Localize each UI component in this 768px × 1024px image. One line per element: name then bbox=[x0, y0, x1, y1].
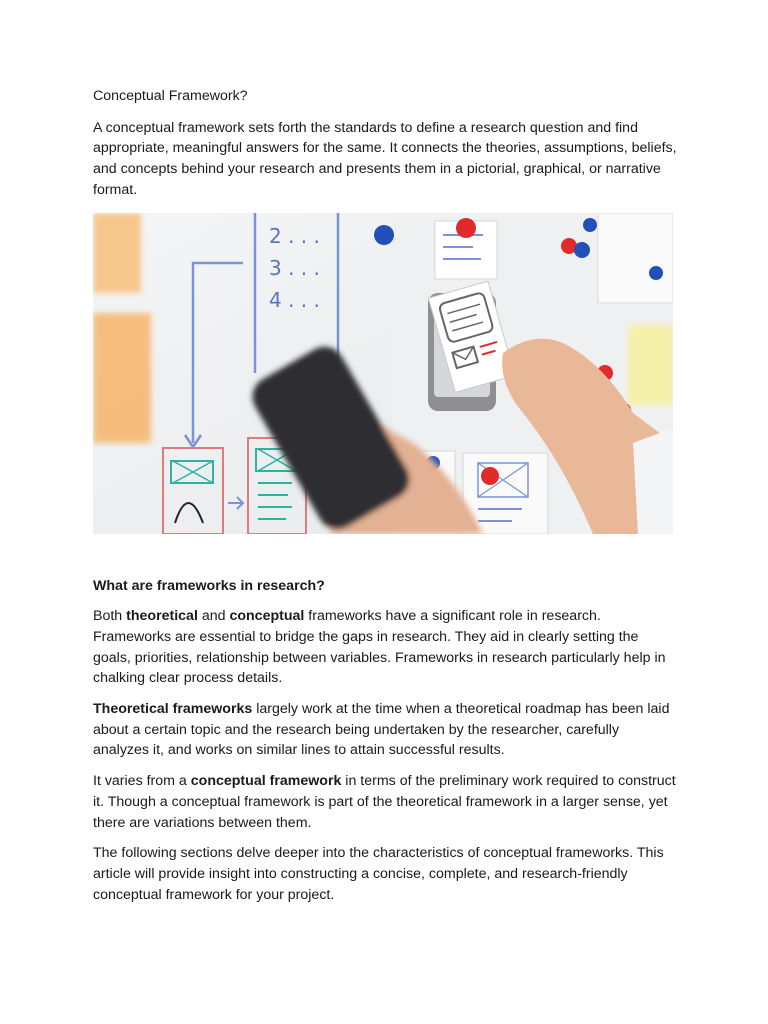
p3-text-2: in terms of the preliminary work required to construct it. Though a conceptual framework is part of the theoretical framework in a larger sense, yet there are variations between them. bbox=[93, 773, 676, 831]
whiteboard-photo bbox=[93, 213, 673, 534]
paragraph-variations bbox=[93, 771, 677, 833]
intro-paragraph: A conceptual framework sets forth the standards to define a research question and find appropriate, meaningful answers for the same. It connects the theories, assumptions, beliefs, and concepts behind your research and presents them in a pictorial, graphical, or narrative format. bbox=[93, 119, 677, 198]
p3-text-1: It varies from a bbox=[93, 773, 191, 790]
p1-bold-theoretical: theoretical bbox=[126, 608, 198, 625]
paragraph-theoretical-frameworks bbox=[93, 699, 677, 761]
board-number-3: 4 . . . bbox=[269, 287, 320, 312]
document-title: Conceptual Framework? bbox=[93, 88, 248, 104]
p2-bold-theoretical-frameworks: Theoretical frameworks bbox=[93, 701, 253, 718]
paragraph-following-sections: The following sections delve deeper into the characteristics of conceptual frameworks. This article will provide insight into constructing a concise, complete, and research-friendly conceptual framework for your project. bbox=[93, 845, 664, 903]
p2-text-1: largely work at the time when a theoretical roadmap has been laid about a certain topic and the research being undertaken by the researcher, carefully analyzes it, and works on similar lines to attain successful results. bbox=[93, 701, 670, 759]
section-heading: What are frameworks in research? bbox=[93, 577, 325, 594]
p1-text-2: and bbox=[197, 608, 230, 625]
document-page bbox=[93, 86, 677, 915]
board-number-1: 2 . . . bbox=[269, 223, 320, 248]
p1-bold-conceptual: conceptual bbox=[229, 608, 305, 625]
p1-text-1: Both bbox=[93, 608, 127, 625]
p1-text-3: frameworks have a significant role in research. Frameworks are essential to bridge the gaps in research. They aid in clearly setting the goals, priorities, relationship between variables. Frameworks in research particularly help in chalking clear process details. bbox=[93, 608, 666, 687]
board-number-2: 3 . . . bbox=[269, 255, 320, 280]
paragraph-frameworks-role bbox=[93, 606, 677, 689]
p3-bold-conceptual-framework: conceptual framework bbox=[190, 773, 342, 790]
